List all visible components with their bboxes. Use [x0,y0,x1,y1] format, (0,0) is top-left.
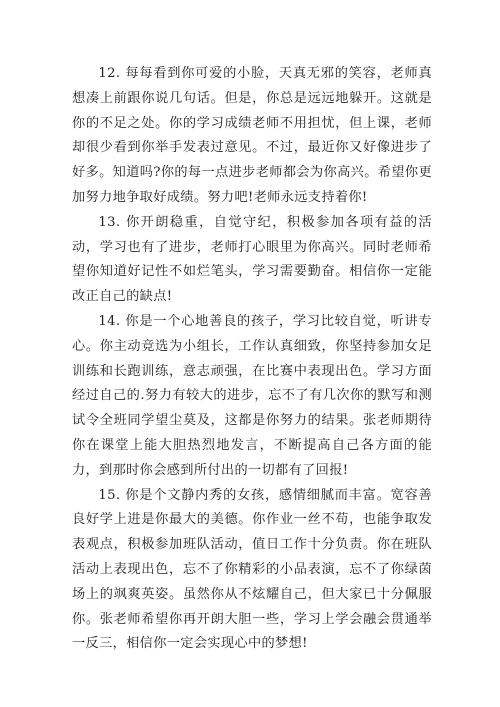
comment-paragraph-13: 13. 你开朗稳重，自觉守纪，积极参加各项有益的活动，学习也有了进步，老师打心眼里为你高兴。同时老师希望你知道好记性不如烂笔头，学习需要勤奋。相信你一定能改正自己的缺点! [72,214,432,305]
comment-paragraph-15: 15. 你是个文静内秀的女孩，感情细腻而丰富。宽容善良好学上进是你最大的美德。你作业一丝不苟，也能争取发表观点，积极参加班队活动，值日工作十分负责。你在班队活动上表现出色，忘不了你精彩的小品表演，忘不了你绿茵场上的飒爽英姿。虽然你从不炫耀自己，但大家已十分佩服你。张老师希望你再开朗大胆一些，学习上学会融会贯通举一反三，相信你一定会实现心中的梦想! [72,487,432,652]
document-body [72,62,432,657]
comment-paragraph-12: 12. 每每看到你可爱的小脸，天真无邪的笑容，老师真想凑上前跟你说几句话。但是，你总是远远地躲开。这就是你的不足之处。你的学习成绩老师不用担忧，但上课，老师却很少看到你举手发表过意见。不过，最近你又好像进步了好多。知道吗?你的每一点进步老师都会为你高兴。希望你更加努力地争取好成绩。努力吧!老师永远支持着你! [72,66,432,205]
comment-paragraph-14: 14. 你是一个心地善良的孩子，学习比较自觉，听讲专心。你主动竞选为小组长，工作认真细致，你坚持参加女足训练和长跑训练，意志顽强，在比赛中表现出色。学习方面经过自己的.努力有较大的进步，忘不了有几次你的默写和测试令全班同学望尘莫及，这都是你努力的结果。张老师期待你在课堂上能大胆热烈地发言，不断提高自己各方面的能力，到那时你会感到所付出的一切都有了回报! [72,313,432,478]
